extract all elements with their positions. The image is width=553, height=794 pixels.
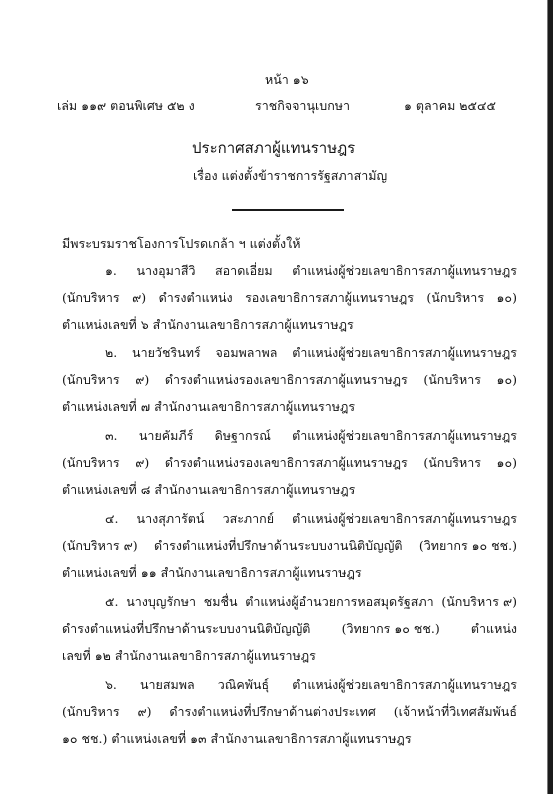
text-segment: (นักบริหาร	[426, 290, 485, 305]
paragraph-line	[62, 565, 362, 581]
text-segment: ชมชื่น	[203, 594, 238, 609]
text-segment: ๕.	[105, 594, 119, 609]
paragraph-line	[62, 621, 517, 637]
text-segment: (เจ้าหน้าที่วิเทศสัมพันธ์	[393, 704, 517, 719]
gazette-date: ๑ ตุลาคม ๒๕๔๕	[404, 98, 496, 113]
text-segment: ๒.	[105, 345, 118, 360]
text-segment: (นักบริหาร	[62, 704, 120, 719]
paragraph-line	[62, 317, 354, 333]
paragraph-line	[62, 648, 316, 664]
text-segment: ๑๐)	[496, 455, 517, 470]
text-segment: ตำแหน่งผู้ช่วยเลขาธิการสภาผู้แทนราษฎร	[292, 345, 517, 360]
page-number: หน้า ๑๖	[265, 72, 309, 87]
paragraph-line	[105, 263, 517, 279]
text-segment: ๑๐)	[496, 372, 517, 387]
text-segment: นางบุญรักษา	[126, 594, 196, 609]
text-segment: ตำแหน่งผู้อำนวยการหอสมุดรัฐสภา	[245, 594, 434, 609]
text-segment: ตำแหน่งเลขที่ ๖ สำนักงานเลขาธิการสภาผู้แทนราษฎร	[62, 317, 354, 332]
text-segment: (นักบริหาร	[423, 372, 481, 387]
text-segment: วสะภากย์	[222, 511, 275, 526]
text-segment: ๓.	[105, 428, 118, 443]
paragraph-line	[105, 594, 517, 610]
text-segment: ตำแหน่งผู้ช่วยเลขาธิการสภาผู้แทนราษฎร	[292, 263, 517, 278]
paragraph-line	[62, 290, 517, 306]
document-subject: เรื่อง แต่งตั้งข้าราชการรัฐสภาสามัญ	[193, 168, 388, 183]
paragraph-line	[62, 538, 517, 554]
text-segment: รองเลขาธิการสภาผู้แทนราษฎร	[245, 290, 414, 305]
text-segment: ตำแหน่งเลขที่ ๑๑ สำนักงานเลขาธิการสภาผู้แทนราษฎร	[62, 565, 362, 580]
text-segment: เลขที่ ๑๒ สำนักงานเลขาธิการสภาผู้แทนราษฎร	[62, 648, 316, 663]
gazette-volume-issue: เล่ม ๑๑๙ ตอนพิเศษ ๕๒ ง	[57, 98, 195, 113]
text-segment: (วิทยากร ๑๐ ชช.)	[418, 538, 517, 553]
paragraph-line	[62, 704, 517, 720]
paragraph-line	[105, 677, 517, 693]
text-segment: ๖.	[105, 677, 117, 692]
text-segment: นายสมพล	[139, 677, 195, 692]
title-divider	[232, 209, 344, 211]
text-segment: สอาดเอี่ยม	[215, 263, 273, 278]
text-segment: นางสุภารัตน์	[136, 511, 205, 526]
text-segment: นางอุมาสีวิ	[136, 263, 196, 278]
paragraph-line	[62, 731, 412, 747]
paragraph-line	[62, 455, 517, 471]
text-segment: ๑๐ ชช.) ตำแหน่งเลขที่ ๑๓ สำนักงานเลขาธิการสภาผู้แทนราษฎร	[62, 731, 412, 746]
text-segment: ดำรงตำแหน่ง	[158, 290, 233, 305]
paragraph-line	[62, 399, 355, 415]
paragraph-line	[62, 482, 355, 498]
text-segment: ตำแหน่งผู้ช่วยเลขาธิการสภาผู้แทนราษฎร	[292, 677, 517, 692]
text-segment: ตำแหน่งเลขที่ ๘ สำนักงานเลขาธิการสภาผู้แทนราษฎร	[62, 482, 356, 497]
text-segment: ดำรงตำแหน่งรองเลขาธิการสภาผู้แทนราษฎร	[164, 455, 408, 470]
text-segment: นายวัชรินทร์	[132, 345, 201, 360]
text-segment: (วิทยากร ๑๐ ชช.)	[341, 621, 440, 636]
text-segment: ตำแหน่งผู้ช่วยเลขาธิการสภาผู้แทนราษฎร	[292, 428, 517, 443]
text-segment: ดิษฐากรณ์	[214, 428, 271, 443]
text-segment: ๙)	[135, 455, 150, 470]
text-segment: ตำแหน่งเลขที่ ๗ สำนักงานเลขาธิการสภาผู้แทนราษฎร	[62, 399, 356, 414]
text-segment: จอมพลาพล	[215, 345, 278, 360]
text-segment: ตำแหน่งผู้ช่วยเลขาธิการสภาผู้แทนราษฎร	[292, 511, 517, 526]
scan-edge-line	[547, 0, 548, 794]
intro-text: มีพระบรมราชโองการโปรดเกล้า ฯ แต่งตั้งให้	[62, 236, 301, 251]
text-segment: ๑๐)	[496, 290, 517, 305]
paragraph-line	[105, 345, 517, 361]
text-segment: ๙)	[132, 290, 147, 305]
gazette-name: ราชกิจจานุเบกษา	[255, 98, 351, 113]
paragraph-line	[62, 372, 517, 388]
text-segment: ๙)	[137, 704, 152, 719]
text-segment: ๔.	[105, 511, 119, 526]
text-segment: ตำแหน่ง	[470, 621, 517, 636]
text-segment: นายคัมภีร์	[138, 428, 194, 443]
text-segment: (นักบริหาร	[62, 290, 120, 305]
text-segment: (นักบริหาร ๙)	[441, 594, 517, 609]
text-segment: ๙)	[135, 372, 150, 387]
paragraph-line	[105, 428, 517, 444]
paragraph-line	[105, 511, 517, 527]
text-segment: ดำรงตำแหน่งรองเลขาธิการสภาผู้แทนราษฎร	[164, 372, 408, 387]
document-title: ประกาศสภาผู้แทนราษฎร	[192, 139, 356, 157]
text-segment: ๑.	[105, 263, 117, 278]
text-segment: ดำรงตำแหน่งที่ปรึกษาด้านต่างประเทศ	[169, 704, 376, 719]
text-segment: ดำรงตำแหน่งที่ปรึกษาด้านระบบงานนิติบัญญัติ	[62, 621, 311, 636]
text-segment: (นักบริหาร	[62, 372, 120, 387]
text-segment: ดำรงตำแหน่งที่ปรึกษาด้านระบบงานนิติบัญญัติ	[154, 538, 403, 553]
scan-edge	[548, 0, 553, 794]
text-segment: วณิคพันธุ์	[217, 677, 270, 692]
text-segment: (นักบริหาร	[423, 455, 481, 470]
text-segment: (นักบริหาร ๙)	[62, 538, 138, 553]
text-segment: (นักบริหาร	[62, 455, 120, 470]
